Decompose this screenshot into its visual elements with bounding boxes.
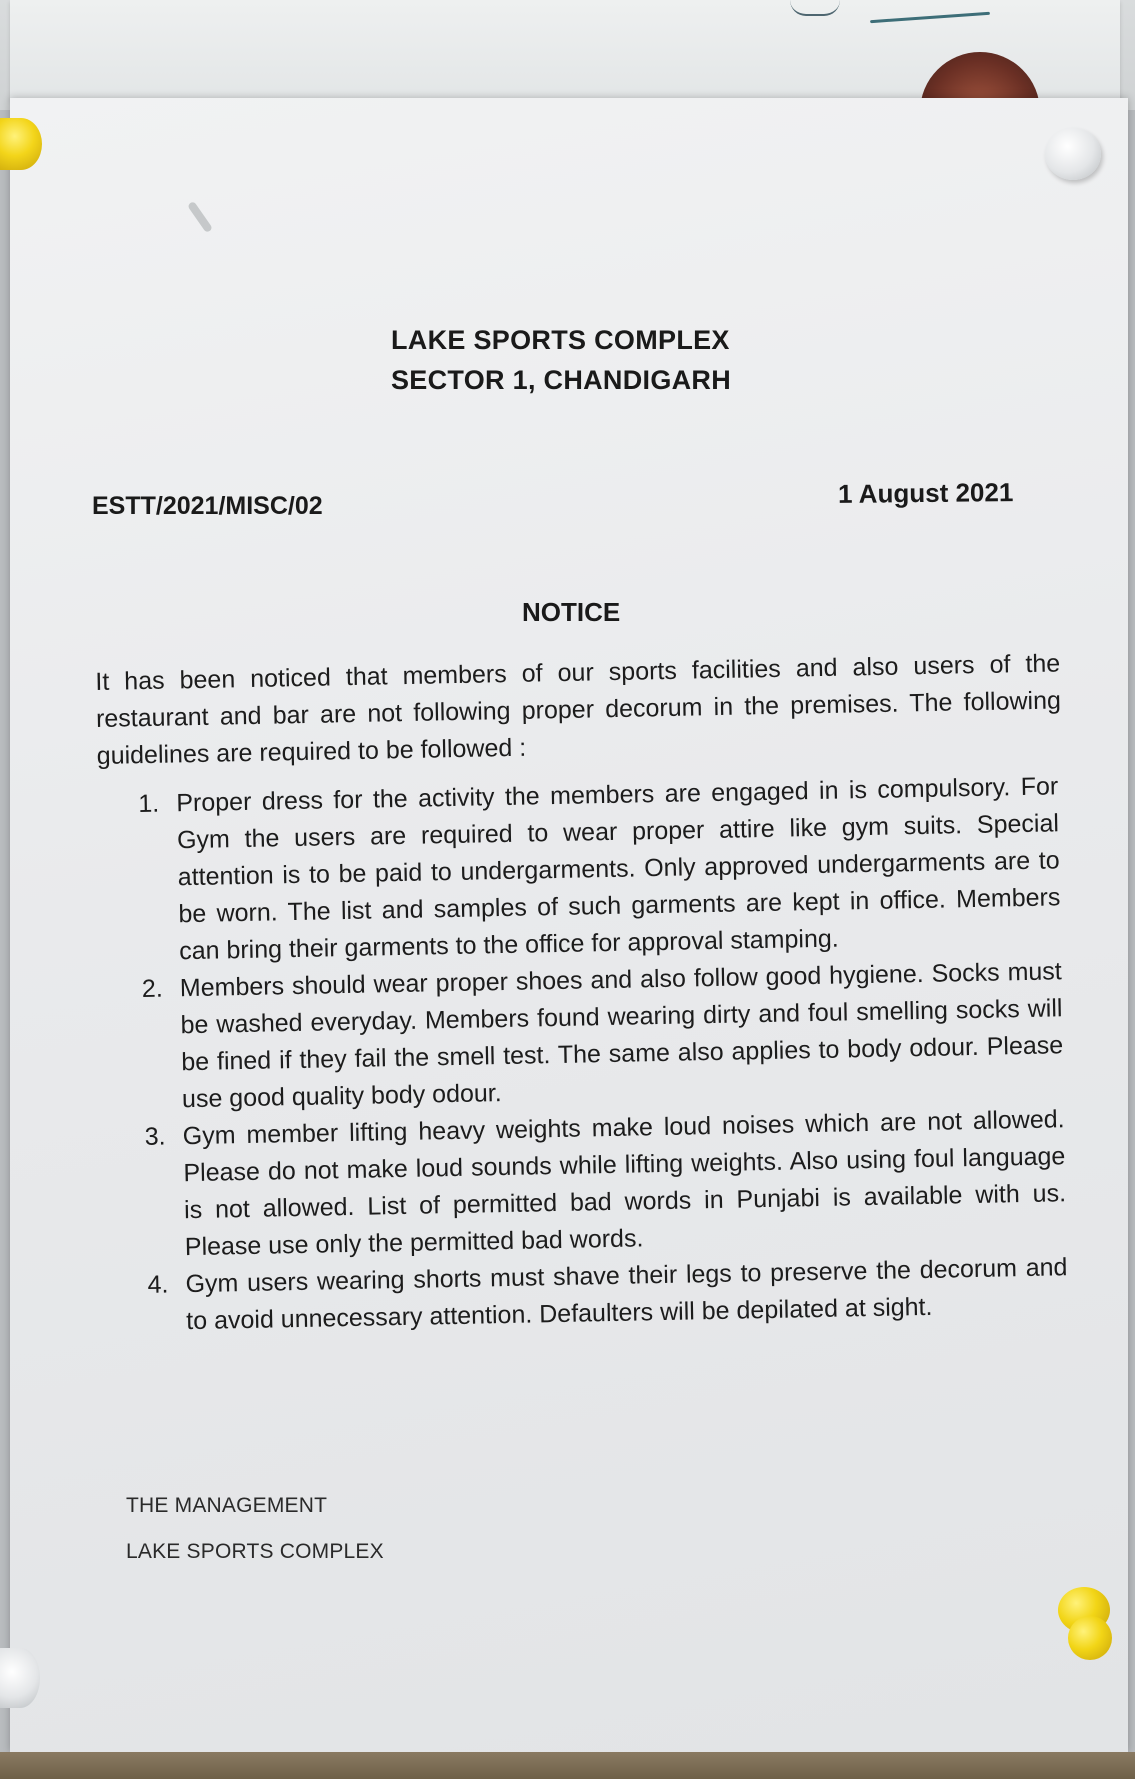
signature-organization: LAKE SPORTS COMPLEX — [126, 1540, 384, 1563]
list-item — [138, 768, 1061, 971]
pushpin-icon — [1068, 1616, 1112, 1660]
list-item-number: 2. — [141, 974, 164, 1003]
notice-title: NOTICE — [522, 597, 621, 627]
list-item — [142, 953, 1065, 1119]
list-item — [144, 1101, 1067, 1267]
org-address: SECTOR 1, CHANDIGARH — [391, 365, 732, 395]
list-item-number: 1. — [138, 789, 160, 818]
list-item-number: 3. — [144, 1122, 166, 1151]
pushpin-icon — [0, 1648, 40, 1708]
pushpin-icon — [1045, 128, 1101, 180]
list-item-text: Members should wear proper shoes and also follow good hygiene. Socks must be washed everyday. Members found wearing dirty and foul smelling socks will be fined if they fail the smell test. The same also applies to body odour. Please use good quality body odour. — [179, 957, 1064, 1114]
notice-date: 1 August 2021 — [837, 477, 1014, 509]
list-item-number: 4. — [147, 1270, 169, 1299]
intro-paragraph: It has been noticed that members of our sports facilities and also users of the restaurant and bar are not following proper decorum in the premises. The following guidelines are required to be followed : — [95, 649, 1062, 770]
list-item-text: Gym users wearing shorts must shave their legs to preserve the decorum and to avoid unnecessary attention. Defaulters will be depilated at sight. — [185, 1253, 1068, 1336]
signature-management: THE MANAGEMENT — [126, 1494, 328, 1517]
reference-number: ESTT/2021/MISC/02 — [92, 492, 323, 520]
pushpin-icon — [0, 118, 42, 170]
list-item-text: Gym member lifting heavy weights make loud noises which are not allowed. Please do not make loud sounds while lifting weights. Also using foul language is not allowed. List of permitted bad words in Punjabi is available with us. Please use only the permitted bad words. — [182, 1105, 1067, 1262]
guidelines-list — [138, 768, 1068, 1341]
list-item-text: Proper dress for the activity the members are engaged in is compulsory. For Gym the users are required to wear proper attire like gym suits. Special attention is to be paid to undergarments. Only approved undergarments are to be worn. The list and samples of such garments are kept in office. Members can bring their garments to the office for approval stamping. — [176, 772, 1061, 966]
org-name: LAKE SPORTS COMPLEX — [391, 325, 730, 355]
background-frame-bottom — [0, 1752, 1135, 1779]
